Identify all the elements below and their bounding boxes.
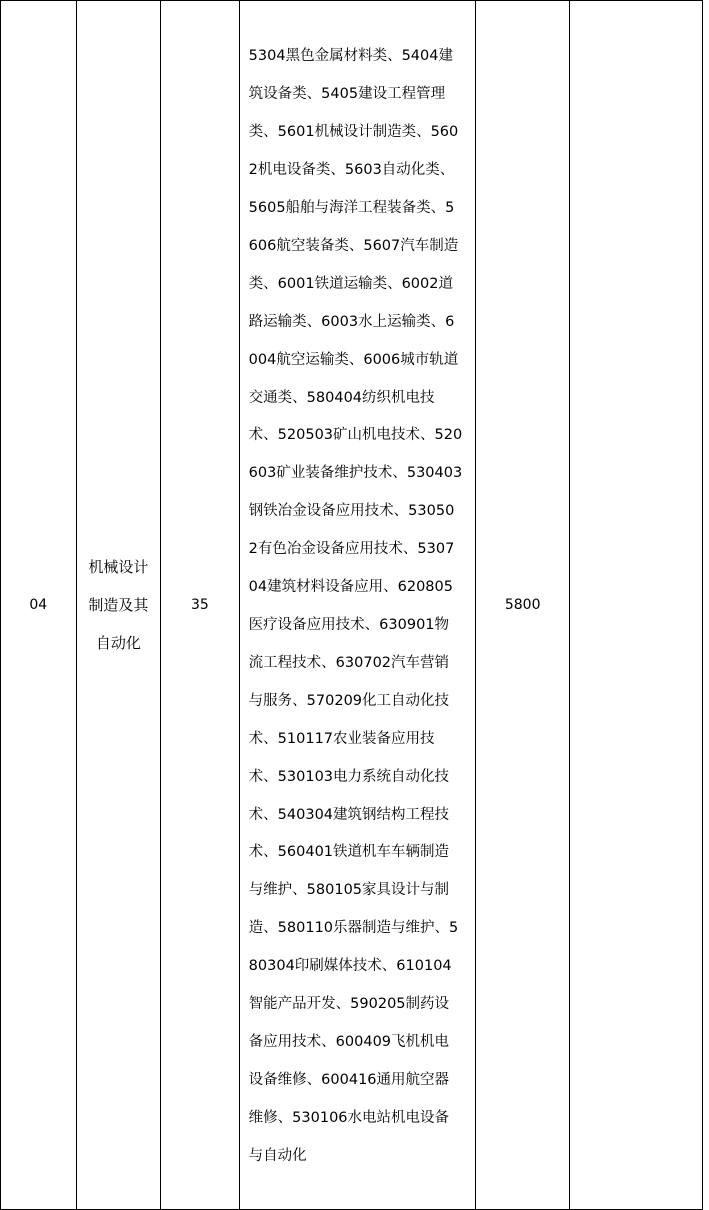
note-cell bbox=[570, 1, 703, 1210]
category-name: 机械设计制造及其自动化 bbox=[88, 558, 149, 652]
row-number-cell bbox=[1, 1, 77, 1210]
row-number: 04 bbox=[29, 597, 48, 613]
major-list: 5304黑色金属材料类、5404建筑设备类、5405建设工程管理类、5601机械设计制造类、5602机电设备类、5603自动化类、5605船舶与海洋工程装备类、5606航空装备类、5607汽车制造类、6001铁道运输类、6002道路运输类、6003水上运输类、6004航空运输类、6006城市轨道交通类、580404纺织机电技术、520503矿山机电技术、520603矿业装备维护技术、530403钢铁冶金设备应用技术、530502有色冶金设备应用技术、530704建筑材料设备应用、620805医疗设备应用技术、630901物流工程技术、630702汽车营销与服务、570209化工自动化技术、510117农业装备应用技术、530103电力系统自动化技术、540304建筑钢结构工程技术、560401铁道机车车辆制造与维护、580105家具设计与制造、580110乐器制造与维护、580304印刷媒体技术、610104智能产品开发、590205制药设备应用技术、600409飞机机电设备维修、600416通用航空器维修、530106水电站机电设备与自动化 bbox=[248, 48, 463, 1164]
category-cell bbox=[76, 1, 161, 1210]
table-row bbox=[1, 1, 703, 1210]
category-code: 35 bbox=[190, 597, 209, 613]
code-cell bbox=[161, 1, 240, 1210]
plan-cell bbox=[476, 1, 570, 1210]
plan-value: 5800 bbox=[504, 597, 541, 613]
majors-cell bbox=[239, 1, 476, 1210]
